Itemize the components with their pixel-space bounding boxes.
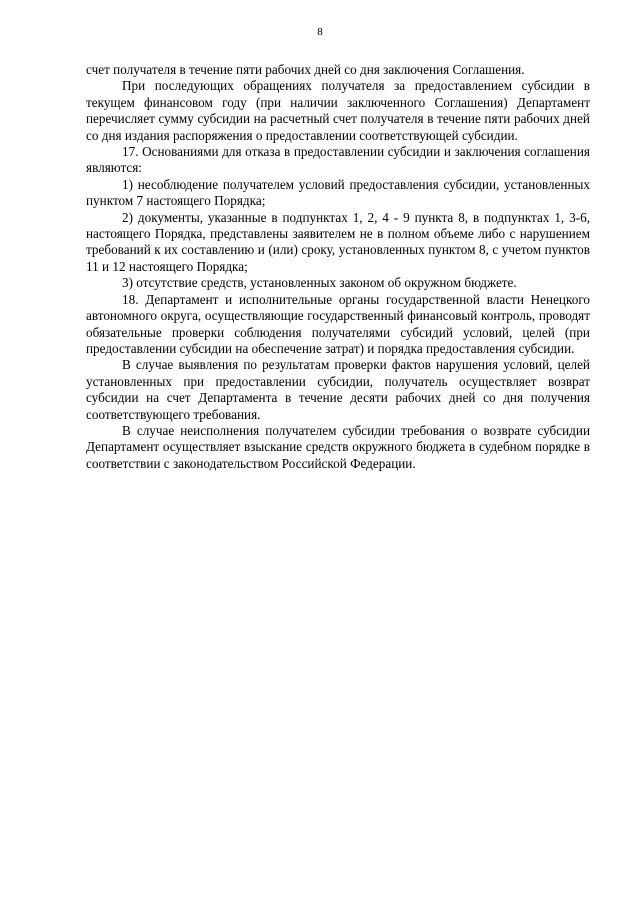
paragraph-violation-return: В случае выявления по результатам проверки фактов нарушения условий, целей установленных при предоставлении субсидии, получатель осуществляет возврат субсидии на счет Департамента в течение десяти рабочих дней со дня получения соответствующего требования. [86,357,590,422]
paragraph-17-item-2: 2) документы, указанные в подпунктах 1, 2, 4 - 9 пункта 8, в подпунктах 1, 3-6, настоящего Порядка, представлены заявителем не в полном объеме либо с нарушением требований к их составлению и (или) сроку, установленных пунктом 8, с учетом пунктов 11 и 12 настоящего Порядка; [86,209,590,274]
paragraph-non-compliance-recovery: В случае неисполнения получателем субсидии требования о возврате субсидии Департамент осуществляет взыскание средств окружного бюджета в судебном порядке в соответствии с законодательством Российской Федерации. [86,422,590,471]
paragraph-continuation: счет получателя в течение пяти рабочих дней со дня заключения Соглашения. [86,62,525,77]
paragraph-repeat-requests: При последующих обращениях получателя за предоставлением субсидии в текущем финансовом году (при наличии заключенного Соглашения) Департамент перечисляет сумму субсидии на расчетный счет получателя в течение пяти рабочих дней со дня издания распоряжения о предоставлении соответствующей субсидии. [86,78,590,143]
paragraph-17-item-1: 1) несоблюдение получателем условий предоставления субсидии, установленных пунктом 7 настоящего Порядка; [86,176,590,209]
paragraph-17-refusal-grounds: 17. Основаниями для отказа в предоставлении субсидии и заключения соглашения являются: [86,144,590,176]
paragraph-17-item-3: 3) отсутствие средств, установленных законом об окружном бюджете. [122,275,517,291]
document-body [86,62,590,472]
paragraph-18-inspections: 18. Департамент и исполнительные органы государственной власти Ненецкого автономного округа, осуществляющие государственный финансовый контроль, проводят обязательные проверки соблюдения получателями субсидий условий, целей (при предоставлении субсидии на обеспечение затрат) и порядка предоставления субсидии. [86,291,590,356]
page-number: 8 [317,26,323,38]
